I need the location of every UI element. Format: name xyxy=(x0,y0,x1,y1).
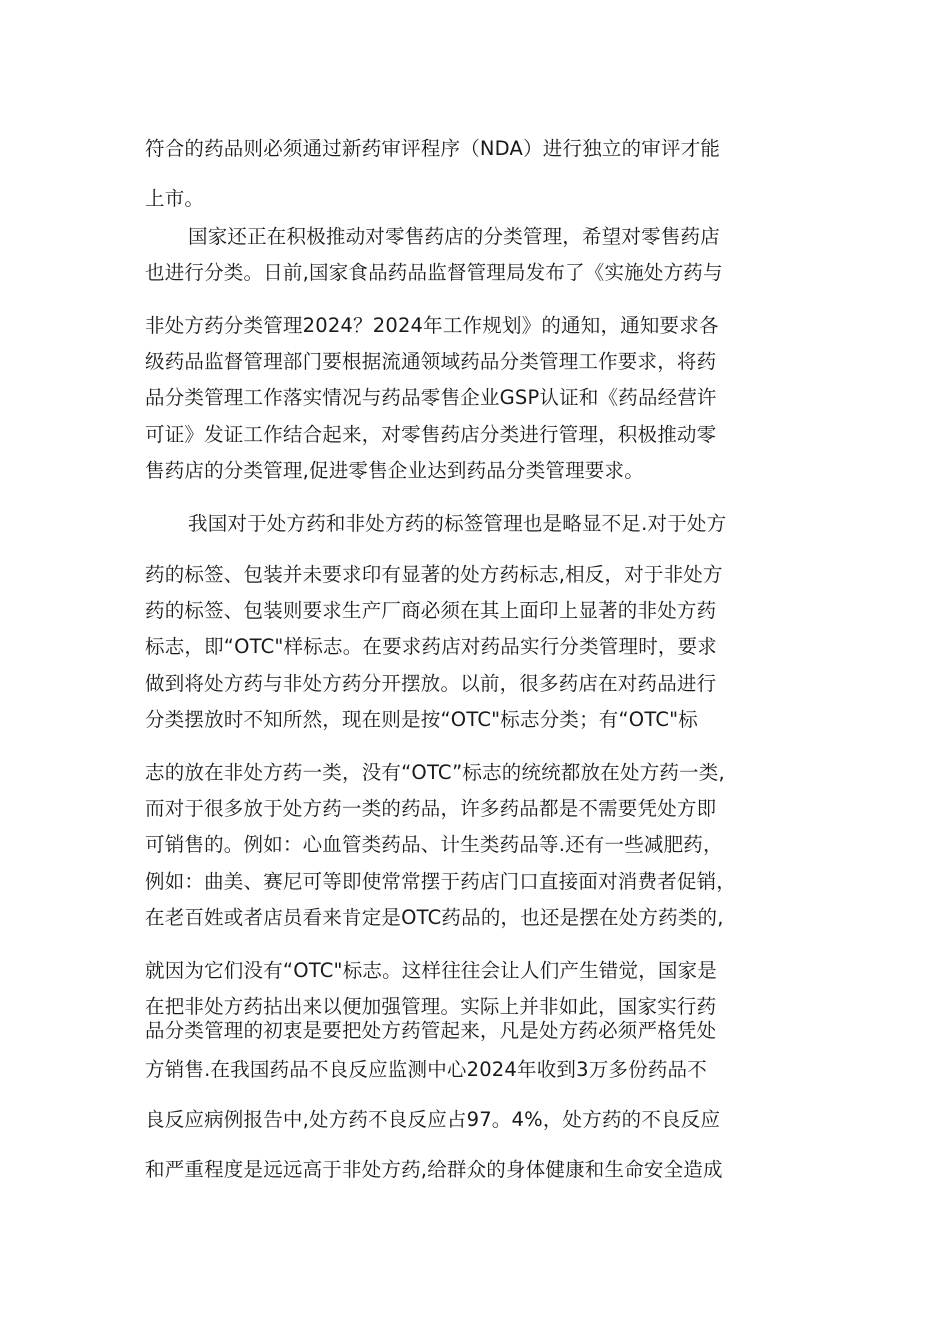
text-line-9: 售药店的分类管理,促进零售企业达到药品分类管理要求。 xyxy=(145,459,644,482)
text-line-17: 而对于很多放于处方药一类的药品，许多药品都是不需要凭处方即 xyxy=(145,797,717,820)
text-line-3: 国家还正在积极推动对零售药店的分类管理，希望对零售药店 xyxy=(188,225,720,248)
text-line-19: 例如：曲美、赛尼可等即使常常摆于药店门口直接面对消费者促销， xyxy=(145,870,737,893)
text-line-14: 做到将处方药与非处方药分开摆放。以前，很多药店在对药品进行 xyxy=(145,672,717,695)
text-line-23: 品分类管理的初衷是要把处方药管起来，凡是处方药必须严格凭处 xyxy=(145,1019,717,1042)
text-line-5: 非处方药分类管理2024？2024年工作规划》的通知，通知要求各 xyxy=(145,314,719,337)
text-line-20: 在老百姓或者店员看来肯定是OTC药品的，也还是摆在处方药类的, xyxy=(145,906,724,929)
text-line-6: 级药品监督管理部门要根据流通领域药品分类管理工作要求，将药 xyxy=(145,350,717,373)
text-line-12: 药的标签、包装则要求生产厂商必须在其上面印上显著的非处方药 xyxy=(145,599,717,622)
text-line-7: 品分类管理工作落实情况与药品零售企业GSP认证和《药品经营许 xyxy=(145,386,717,409)
text-line-2: 上市。 xyxy=(145,187,205,210)
text-line-15: 分类摆放时不知所然，现在则是按“OTC"标志分类；有“OTC"标 xyxy=(145,708,699,731)
text-line-26: 和严重程度是远远高于非处方药,给群众的身体健康和生命安全造成 xyxy=(145,1158,723,1181)
text-line-21: 就因为它们没有“OTC"标志。这样往往会让人们产生错觉，国家是 xyxy=(145,959,718,982)
text-line-25: 良反应病例报告中,处方药不良反应占97。4%，处方药的不良反应 xyxy=(145,1108,721,1131)
text-line-18: 可销售的。例如：心血管类药品、计生类药品等.还有一些减肥药， xyxy=(145,833,723,856)
text-line-10: 我国对于处方药和非处方药的标签管理也是略显不足.对于处方 xyxy=(188,512,727,535)
text-line-11: 药的标签、包装并未要求印有显著的处方药标志,相反，对于非处方 xyxy=(145,563,723,586)
text-line-8: 可证》发证工作结合起来，对零售药店分类进行管理，积极推动零 xyxy=(145,423,717,446)
text-line-16: 志的放在非处方药一类，没有“OTC”标志的统统都放在处方药一类, xyxy=(145,761,725,784)
text-line-24: 方销售.在我国药品不良反应监测中心2024年收到3万多份药品不 xyxy=(145,1058,707,1081)
text-line-1: 符合的药品则必须通过新药审评程序（NDA）进行独立的审评才能 xyxy=(145,137,721,160)
text-line-13: 标志，即“OTC"样标志。在要求药店对药品实行分类管理时，要求 xyxy=(145,635,718,658)
text-line-22: 在把非处方药拈出来以便加强管理。实际上并非如此，国家实行药 xyxy=(145,995,717,1018)
text-line-4: 也进行分类。日前,国家食品药品监督管理局发布了《实施处方药与 xyxy=(145,261,723,284)
